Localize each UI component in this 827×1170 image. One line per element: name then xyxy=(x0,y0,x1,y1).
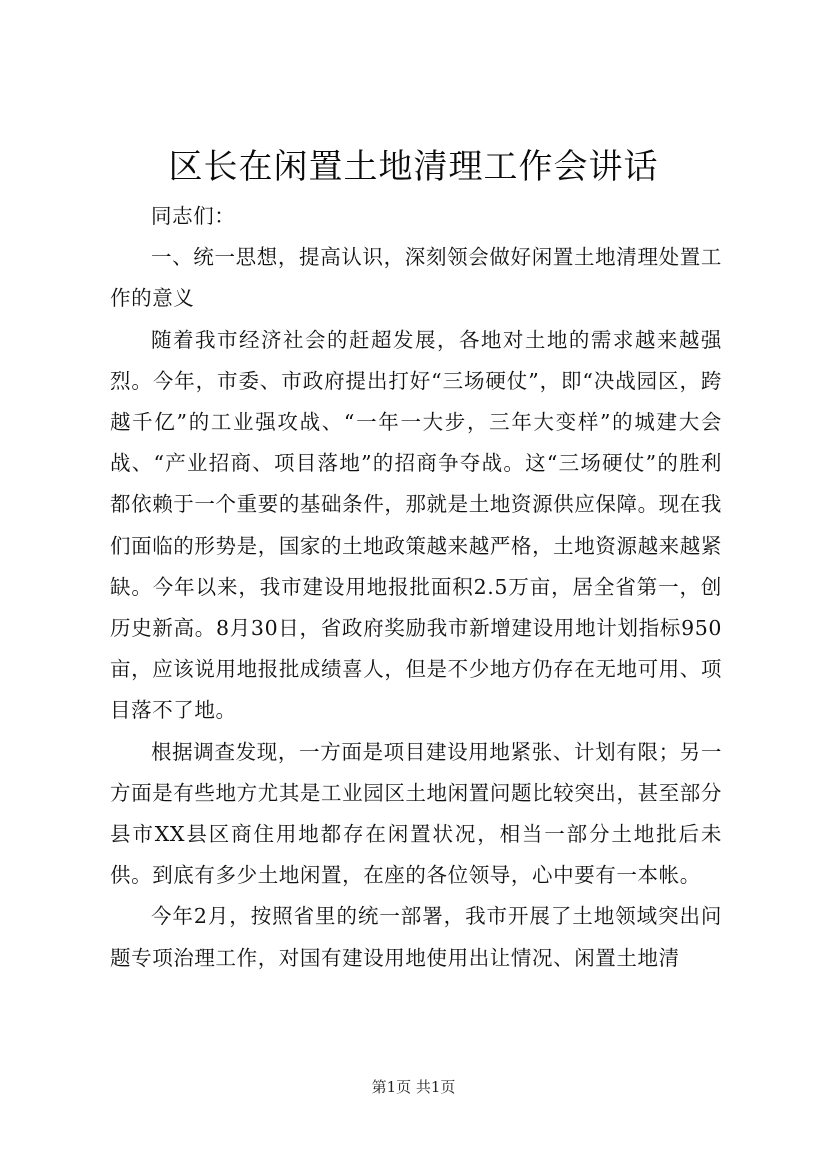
paragraph-salutation: 同志们： xyxy=(151,204,236,228)
document-body xyxy=(110,196,722,979)
paragraph-special-governance: 今年2月，按照省里的统一部署，我市开展了土地领域突出问题专项治理工作，对国有建设用地使用出让情况、闲置土地清 xyxy=(110,904,722,970)
page-number-footer: 第1页 共1页 xyxy=(371,1078,456,1096)
paragraph-background: 随着我市经济社会的赶超发展，各地对土地的需求越来越强烈。今年，市委、市政府提出打好“三场硬仗”，即“决战园区，跨越千亿”的工业强攻战、“一年一大步，三年大变样”的城建大会战、“产业招商、项目落地”的招商争夺战。这“三场硬仗”的胜利都依赖于一个重要的基础条件，那就是土地资源供应保障。现在我们面临的形势是，国家的土地政策越来越严格，土地资源越来越紧缺。今年以来，我市建设用地报批面积2.5万亩，居全省第一，创历史新高。8月30日，省政府奖励我市新增建设用地计划指标950亩，应该说用地报批成绩喜人，但是不少地方仍存在无地可用、项目落不了地。 xyxy=(110,327,722,723)
document-title: 区长在闲置土地清理工作会讲话 xyxy=(168,147,659,187)
paragraph-section-heading: 一、统一思想，提高认识，深刻领会做好闲置土地清理处置工作的意义 xyxy=(110,245,722,311)
paragraph-investigation: 根据调查发现，一方面是项目建设用地紧张、计划有限；另一方面是有些地方尤其是工业园区土地闲置问题比较突出，甚至部分县市XX县区商住用地都存在闲置状况，相当一部分土地批后未供。到底有多少土地闲置，在座的各位领导，心中要有一本帐。 xyxy=(110,739,722,888)
